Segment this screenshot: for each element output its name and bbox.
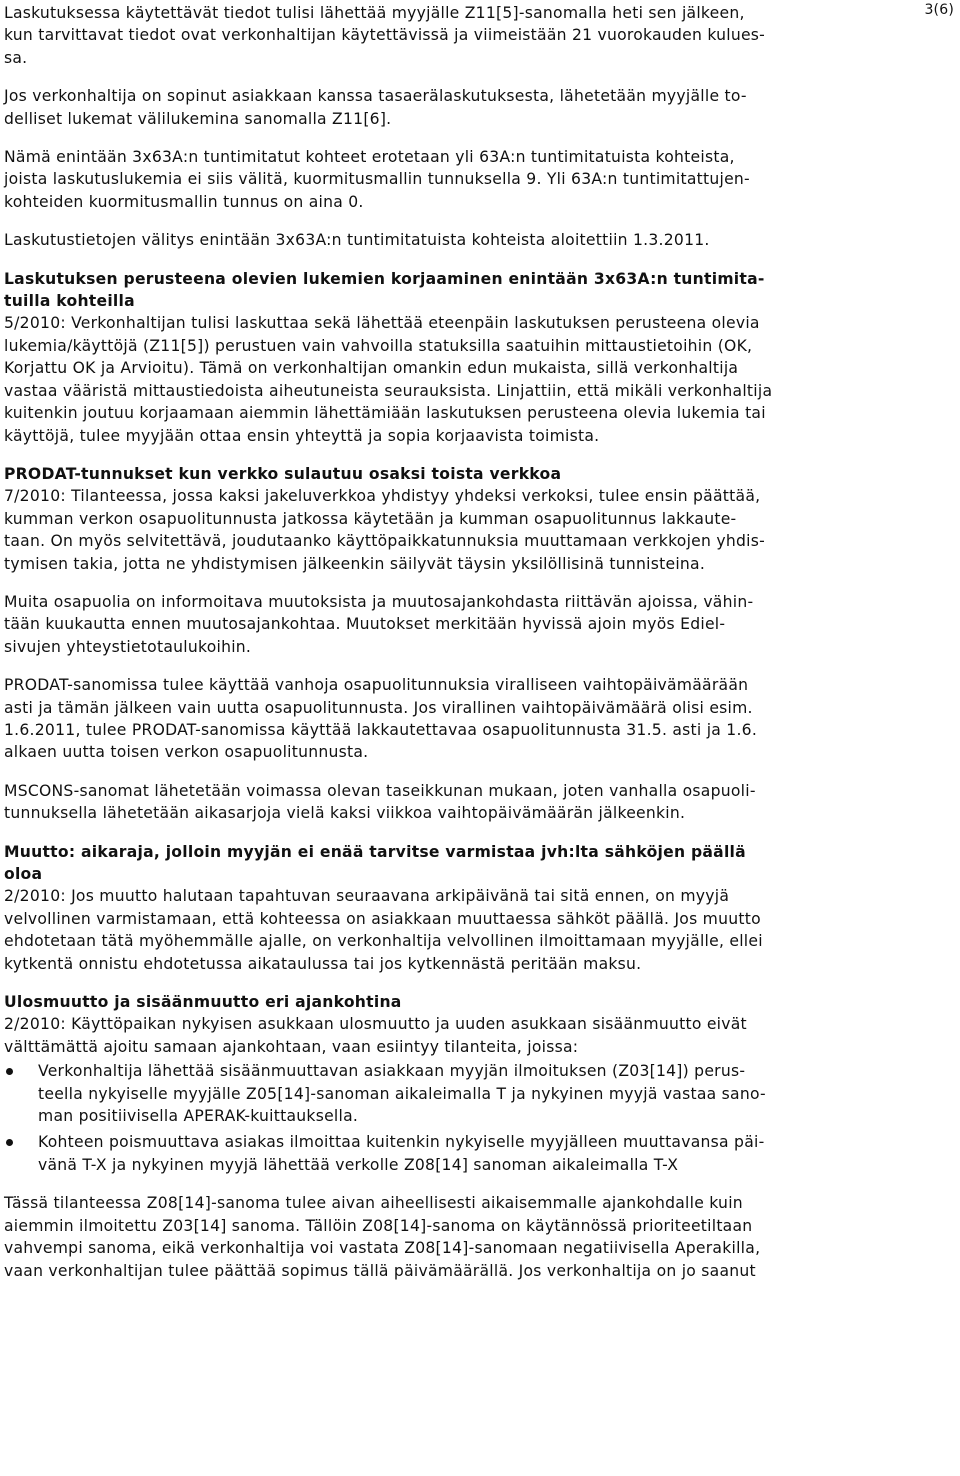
paragraph [4, 146, 950, 213]
text-line: joista laskutuslukemia ei siis välitä, kuormitusmallin tunnuksella 9. Yli 63A:n tuntimitattujen- [4, 170, 750, 189]
text-line: delliset lukemat välilukemina sanomalla Z11[6]. [4, 109, 392, 128]
text-line: velvollinen varmistamaan, että kohteessa on asiakkaan muuttaessa sähköt päällä. Jos muutto [4, 909, 761, 928]
text-line: aiemmin ilmoitettu Z03[14] sanoma. Tällöin Z08[14]-sanoma on käytännössä prioriteetiltaan [4, 1216, 753, 1235]
text-line: kun tarvittavat tiedot ovat verkonhaltijan käytettävissä ja viimeistään 21 vuorokauden kulues- [4, 26, 766, 45]
text-line: kumman verkon osapuolitunnusta jatkossa käytetään ja kumman osapuolitunnus lakkaute- [4, 509, 737, 528]
text-line: Laskutuksessa käytettävät tiedot tulisi lähettää myyjälle Z11[5]-sanomalla heti sen jälkeen, [4, 4, 745, 22]
text-line: PRODAT-sanomissa tulee käyttää vanhoja osapuolitunnuksia viralliseen vaihtopäivämäärään [4, 676, 749, 695]
text-line: lukemia/käyttöjä (Z11[5]) perustuen vain vahvoilla statuksilla saatuihin mittaustietoihin (OK, [4, 336, 753, 355]
text-line: Laskutustietojen välitys enintään 3x63A:n tuntimitatuista kohteista aloitettiin 1.3.2011. [4, 231, 710, 250]
text-line: asti ja tämän jälkeen vain uutta osapuolitunnusta. Jos virallinen vaihtopäivämäärä olisi esim. [4, 698, 753, 717]
bullet-list [4, 1060, 950, 1176]
paragraph [4, 85, 950, 130]
text-line: 2/2010: Käyttöpaikan nykyisen asukkaan ulosmuutto ja uuden asukkaan sisäänmuutto eivät [4, 1015, 747, 1034]
paragraph [4, 780, 950, 825]
text-line: vastaa vääristä mittaustiedoista aiheutuneista seurauksista. Linjattiin, että mikäli verkonhaltija [4, 381, 773, 400]
section [4, 841, 950, 975]
text-line: kytkentä onnistu ehdotetussa aikataulussa tai jos kytkennästä peritään maksu. [4, 954, 642, 973]
bullet-text-line: teella nykyiselle myyjälle Z05[14]-sanoman aikaleimalla T ja nykyinen myyjä vastaa sano- [38, 1084, 766, 1103]
text-line: tään kuukautta ennen muutosajankohtaa. Muutokset merkitään hyvissä ajoin myös Ediel- [4, 615, 726, 634]
bullet-item [4, 1131, 950, 1176]
bullet-text-line: vänä T-X ja nykyinen myyjä lähettää verkolle Z08[14] sanoman aikaleimalla T-X [38, 1155, 679, 1174]
paragraph [4, 674, 950, 764]
bullet-item [4, 1060, 950, 1127]
text-line: sa. [4, 48, 28, 67]
text-line: vahvempi sanoma, eikä verkonhaltija voi vastata Z08[14]-sanomaan negatiivisella Aperakilla, [4, 1239, 761, 1258]
text-line: kuitenkin joutuu korjaamaan aiemmin lähettämiään laskutuksen perusteena olevia lukemia tai [4, 404, 766, 423]
text-line: Tässä tilanteessa Z08[14]-sanoma tulee aivan aiheellisesti aikaisemmalle ajankohdalle kuin [4, 1194, 743, 1213]
section-heading: Muutto: aikaraja, jolloin myyjän ei enää tarvitse varmistaa jvh:lta sähköjen päällä [4, 842, 746, 861]
text-line: Jos verkonhaltija on sopinut asiakkaan kanssa tasaerälaskutuksesta, lähetetään myyjälle to- [4, 87, 747, 106]
text-line: Korjattu OK ja Arvioitu). Tämä on verkonhaltijan omankin edun mukaista, sillä verkonhaltija [4, 359, 739, 378]
section-heading: Ulosmuutto ja sisäänmuutto eri ajankohtina [4, 993, 402, 1012]
bullet-text-line: Verkonhaltija lähettää sisäänmuuttavan asiakkaan myyjän ilmoituksen (Z03[14]) perus- [38, 1062, 746, 1081]
text-line: taan. On myös selvitettävä, joudutaanko käyttöpaikkatunnuksia muuttamaan verkkojen yhdis- [4, 532, 765, 551]
text-line: välttämättä ajoitu samaan ajankohtaan, vaan esiintyy tilanteita, joissa: [4, 1037, 579, 1056]
section-heading: Laskutuksen perusteena olevien lukemien korjaaminen enintään 3x63A:n tuntimita- [4, 269, 765, 288]
text-line: 1.6.2011, tulee PRODAT-sanomissa käyttää lakkautettavaa osapuolitunnusta 31.5. asti ja 1.6. [4, 720, 758, 739]
section [4, 991, 950, 1058]
text-line: kohteiden kuormitusmallin tunnus on aina 0. [4, 192, 364, 211]
text-line: sivujen yhteystietotaulukoihin. [4, 637, 252, 656]
section-heading: tuilla kohteilla [4, 292, 135, 311]
paragraph [4, 2, 950, 69]
bullet-text-line: man positiivisella APERAK-kuittauksella. [38, 1107, 359, 1126]
section [4, 463, 950, 575]
text-line: MSCONS-sanomat lähetetään voimassa olevan taseikkunan mukaan, joten vanhalla osapuoli- [4, 781, 756, 800]
text-line: 5/2010: Verkonhaltijan tulisi laskuttaa sekä lähettää eteenpäin laskutuksen perusteena olevia [4, 314, 760, 333]
document-body [4, 2, 950, 1298]
text-line: alkaen uutta toisen verkon osapuolitunnusta. [4, 743, 369, 762]
text-line: ehdotetaan tätä myöhemmälle ajalle, on verkonhaltija velvollinen ilmoittamaan myyjälle, ellei [4, 932, 763, 951]
paragraph [4, 229, 950, 251]
paragraph [4, 591, 950, 658]
bullet-dot-icon [6, 1068, 13, 1075]
text-line: 7/2010: Tilanteessa, jossa kaksi jakeluverkkoa yhdistyy yhdeksi verkoksi, tulee ensin päättää, [4, 487, 761, 506]
text-line: tunnuksella lähetetään aikasarjoja vielä kaksi viikkoa vaihtopäivämäärän jälkeenkin. [4, 804, 686, 823]
section-heading: oloa [4, 865, 43, 883]
paragraph [4, 1192, 950, 1282]
bullet-dot-icon [6, 1139, 13, 1146]
text-line: Muita osapuolia on informoitava muutoksista ja muutosajankohdasta riittävän ajoissa, vähin- [4, 592, 754, 611]
section [4, 268, 950, 447]
bullet-text-line: Kohteen poismuuttava asiakas ilmoittaa kuitenkin nykyiselle myyjälleen muuttavansa päi- [38, 1133, 765, 1152]
text-line: tymisen takia, jotta ne yhdistymisen jälkeenkin säilyvät täysin yksilöllisinä tunnisteina. [4, 554, 706, 573]
text-line: käyttöjä, tulee myyjään ottaa ensin yhteyttä ja sopia korjaavista toimista. [4, 426, 600, 445]
section-heading: PRODAT-tunnukset kun verkko sulautuu osaksi toista verkkoa [4, 464, 562, 483]
text-line: Nämä enintään 3x63A:n tuntimitatut kohteet erotetaan yli 63A:n tuntimitatuista kohteista, [4, 148, 735, 167]
page-number: 3(6) [924, 2, 954, 18]
text-line: vaan verkonhaltijan tulee päättää sopimus tällä päivämäärällä. Jos verkonhaltija on jo saanut [4, 1261, 756, 1280]
text-line: 2/2010: Jos muutto halutaan tapahtuvan seuraavana arkipäivänä tai sitä ennen, on myyjä [4, 887, 730, 906]
